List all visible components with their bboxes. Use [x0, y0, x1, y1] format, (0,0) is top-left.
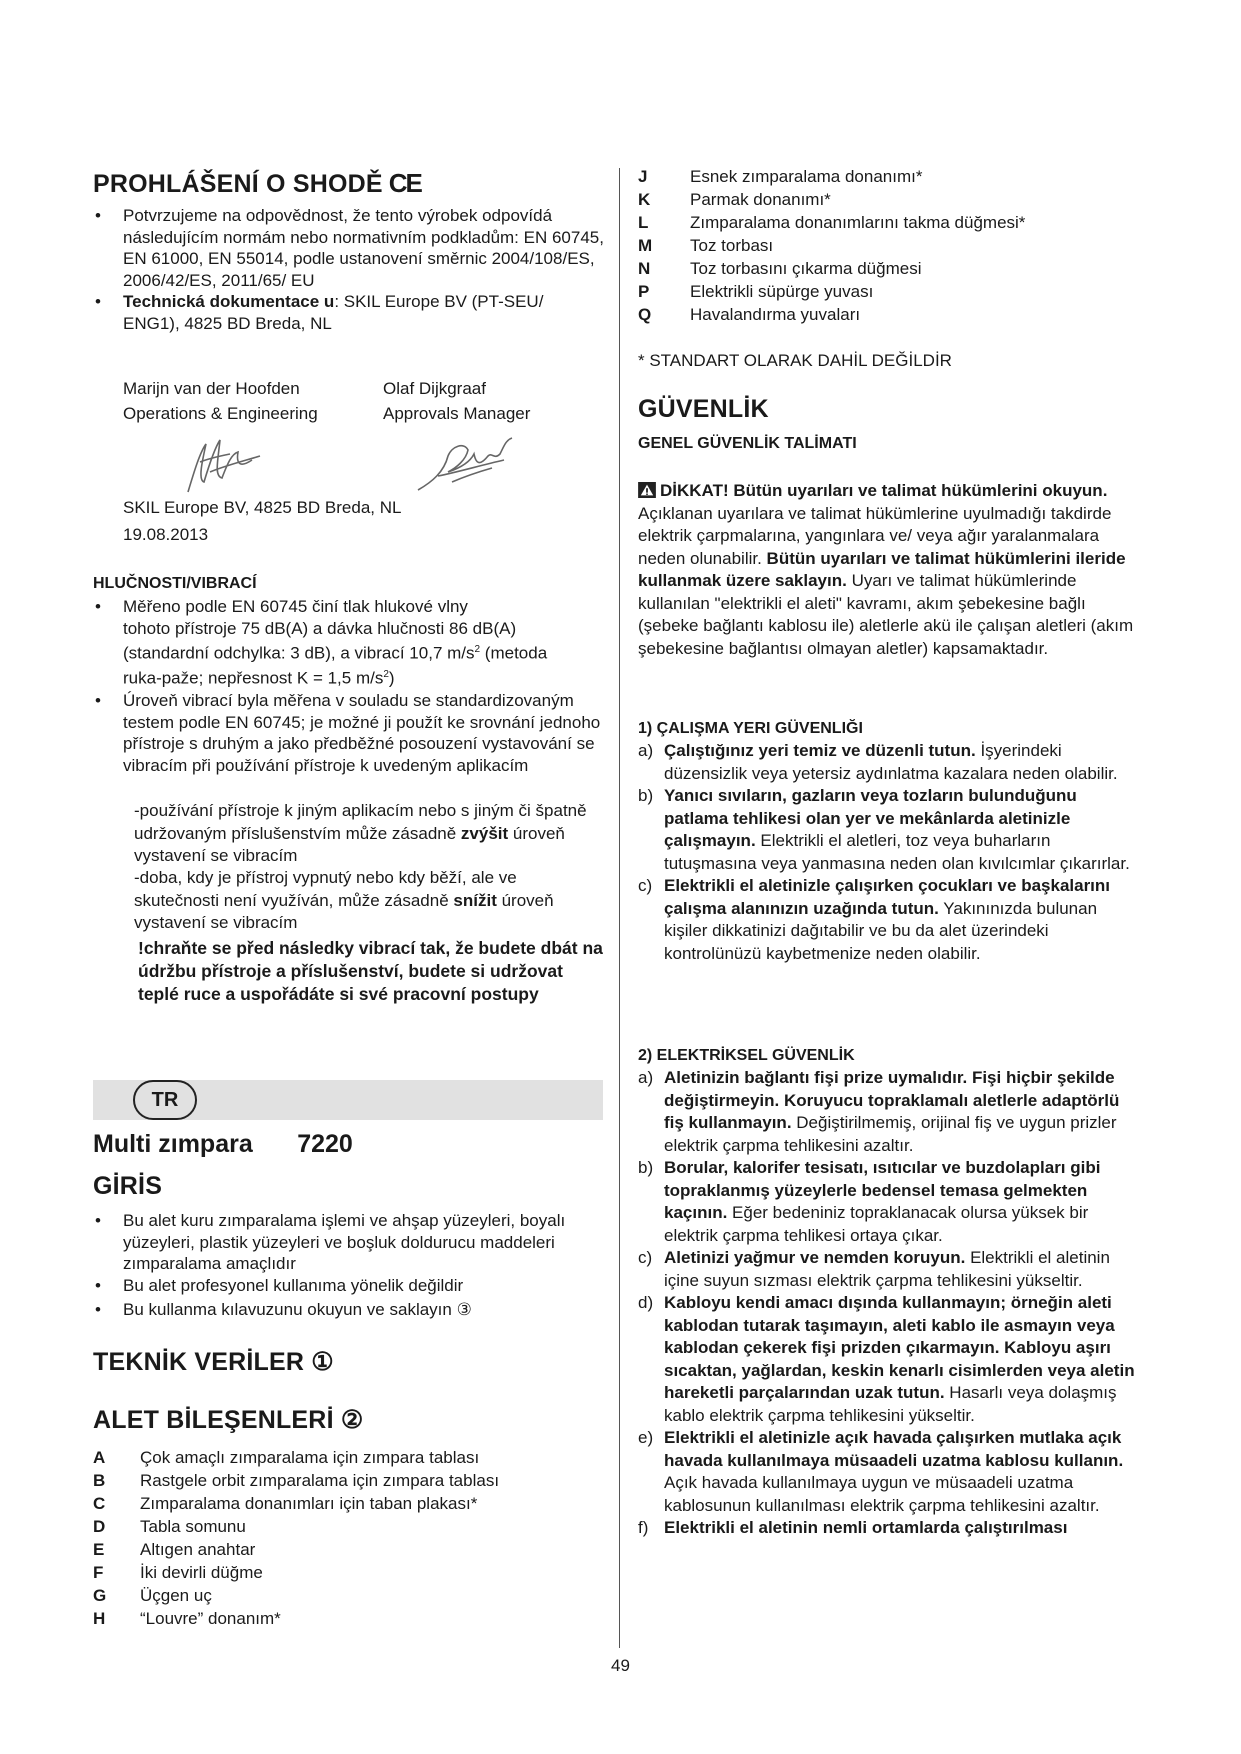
- safety-item: c) Elektrikli el aletinizle çalışırken çocukları ve başkalarını çalışma alanınızın uzağında tutun. Yakınınızda bulunan kişiler dikkatinizi dağıtabilir ve bu da alet üzerindeki kontrolünüzü kaybetmenize neden olabilir.: [638, 876, 1111, 963]
- safety-item: a) Çalıştığınız yeri temiz ve düzenli tutun. İşyerindeki düzensizlik veya yetersiz aydınlatma kazalara neden olabilir.: [638, 741, 1118, 783]
- safety-item: a) Aletinizin bağlantı fişi prize uymalıdır. Fişi hiçbir şekilde değiştirmeyin. Koruyucu topraklamalı aletlerle adaptörlü fiş kullanmayın. Değiştirilmemiş, orijinal fiş ve uygun prizler elektrik çarpma tehlikesini azaltır.: [638, 1068, 1120, 1155]
- warning-paragraph: DİKKAT! Bütün uyarıları ve talimat hükümlerini okuyun. Açıklanan uyarılara ve talimat hükümlerine uyulmadığı takdirde elektrik çarpmalarına, yangınlara ve/ veya ağır yaralanmalara neden olunabilir. Bütün uyarıları ve talimat hükümlerini ileride kullanmak üzere saklayın. Uyarı ve talimat hükümlerinde kullanılan "elektrikli el aleti" kavramı, akım şebekesine bağlı (şebeke bağlantı kablosu ile) aletlerle akü ile çalışan aletleri (akım şebekesine bağlantısı olmayan aletler) kapsamaktadır.: [638, 481, 1134, 658]
- signature-1-image: [180, 432, 270, 500]
- warning-triangle-icon: [638, 482, 656, 498]
- part-item: H “Louvre” donanım*: [93, 1609, 281, 1628]
- signer-1: [123, 378, 393, 424]
- safety-item: d) Kabloyu kendi amacı dışında kullanmayın; örneğin aleti kablodan tutarak taşımayın, aleti kablo ile asmayın veya kablodan çekerek fişi prizden çıkarmayın. Kabloyu aşırı sıcaktan, yağlardan, keskin kenarlı cisimlerden veya aletin hareketli parçalarından uzak tutun. Hasarlı veya dolaşmış kablo elektrik çarpma tehlikesini yükseltir.: [638, 1293, 1135, 1425]
- part-item: Q Havalandırma yuvaları: [638, 305, 861, 324]
- intro-list: [93, 1210, 608, 1321]
- page-number: 49: [611, 1656, 630, 1675]
- part-item: M Toz torbası: [638, 236, 774, 255]
- parts-title: ALET BİLEŞENLERİ ②: [93, 1406, 364, 1434]
- part-item: G Üçgen uç: [93, 1586, 212, 1605]
- tech-data-title: TEKNİK VERİLER ①: [93, 1348, 334, 1376]
- intro-bullet: • Bu alet kuru zımparalama işlemi ve ahşap yüzeyleri, boyalı yüzeyleri, plastik yüzeyleri ve boşluk doldurucu maddeleri zımparalama amaçlıdır: [93, 1210, 608, 1275]
- declaration-bullet: • Potvrzujeme na odpovědnost, že tento výrobek odpovídá následujícím normám nebo normativním podkladům: EN 60745, EN 61000, EN 55014, podle ustanovení směrnic 2004/108/ES, 2006/42/ES, 2011/65/ EU: [93, 205, 613, 291]
- noise-list: [93, 596, 613, 776]
- electrical-safety-list: [638, 1067, 1138, 1540]
- declaration-section: [93, 168, 613, 199]
- part-item: K Parmak donanımı*: [638, 190, 831, 209]
- intro-bullet: • Bu kullanma kılavuzunu okuyun ve saklayın ③: [93, 1299, 608, 1321]
- product-heading: [93, 1130, 353, 1159]
- part-item: N Toz torbasını çıkarma düğmesi: [638, 259, 922, 278]
- part-item: L Zımparalama donanımlarını takma düğmesi*: [638, 213, 1026, 232]
- noise-bullet: • Měřeno podle EN 60745 činí tlak hlukové vlny tohoto přístroje 75 dB(A) a dávka hlučnosti 86 dB(A) (standardní odchylka: 3 dB), a vibrací 10,7 $m/s^2$ (metoda ruka-paže; nepřesnost K = 1,5 $m/s^2$): [93, 596, 613, 689]
- ce-mark: CE: [388, 168, 421, 198]
- safety-item: c) Aletinizi yağmur ve nemden koruyun. Elektrikli el aletinin içine suyun sızması elektrik çarpma tehlikesini yükseltir.: [638, 1248, 1110, 1290]
- parts-list-right: [638, 165, 1138, 326]
- company-block: [123, 497, 603, 545]
- electrical-safety-title: 2) ELEKTRİKSEL GÜVENLİK: [638, 1047, 855, 1064]
- work-area-safety-title: 1) ÇALIŞMA YERI GÜVENLIĞI: [638, 720, 863, 737]
- intro-bullet: • Bu alet profesyonel kullanıma yönelik değildir: [93, 1275, 608, 1297]
- vibration-bullet: • Úroveň vibrací byla měřena v souladu se standardizovaným testem podle EN 60745; je možné ji použít ke srovnání jednoho přístroje s druhým a jako předběžné posouzení vystavování se vibracím při používání přístroje k uvedeným aplikacím: [93, 690, 613, 776]
- not-included-note: * STANDART OLARAK DAHİL DEĞİLDİR: [638, 351, 952, 370]
- signer-name: Marijn van der Hoofden: [123, 379, 300, 398]
- part-item: E Altıgen anahtar: [93, 1540, 256, 1559]
- column-divider: [619, 168, 620, 1648]
- work-area-safety-list: [638, 740, 1138, 965]
- safety-item: b) Borular, kalorifer tesisatı, ısıtıcılar ve buzdolapları gibi topraklanmış yüzeylerle bedensel temasa gelmekten kaçının. Eğer bedeniniz topraklanacak olursa yüksek bir elektrik çarpma tehlikesi ortaya çıkar.: [638, 1158, 1101, 1245]
- language-bar: [93, 1080, 603, 1120]
- product-number: 7220: [297, 1130, 353, 1158]
- noise-title: HLUČNOSTI/VIBRACÍ: [93, 575, 257, 592]
- signer-name: Olaf Dijkgraaf: [383, 379, 486, 398]
- signer-role: Approvals Manager: [383, 403, 531, 423]
- general-safety-title: GENEL GÜVENLİK TALİMATI: [638, 435, 857, 452]
- part-item: D Tabla somunu: [93, 1517, 246, 1536]
- part-item: F İki devirli düğme: [93, 1563, 263, 1582]
- declaration-date: 19.08.2013: [123, 524, 209, 544]
- part-item: B Rastgele orbit zımparalama için zımpara tablası: [93, 1471, 500, 1490]
- safety-item: e) Elektrikli el aletinizle açık havada çalışırken mutlaka açık havada kullanılmaya müsaadeli uzatma kablosu kullanın. Açık havada kullanılmaya uygun ve müsaadeli uzatma kablosunun kullanılması elektrik çarpma tehlikesini azaltır.: [638, 1428, 1124, 1515]
- safety-item: b) Yanıcı sıvıların, gazların veya tozların bulunduğunu patlama tehlikesi olan yer ve mekânlarda aletinizle çalışmayın. Elektrikli el aletleri, toz veya buharların tutuşmasına veya yanmasına neden olan kıvılcımlar çıkarırlar.: [638, 786, 1130, 873]
- signer-role: Operations & Engineering: [123, 403, 318, 423]
- part-item: J Esnek zımparalama donanımı*: [638, 167, 923, 186]
- part-item: P Elektrikli süpürge yuvası: [638, 282, 874, 301]
- tech-doc-bullet: • Technická dokumentace u: SKIL Europe BV (PT-SEU/ ENG1), 4825 BD Breda, NL: [93, 291, 613, 334]
- company-address: SKIL Europe BV, 4825 BD Breda, NL: [123, 498, 402, 517]
- signature-2-image: [408, 432, 518, 500]
- safety-title: GÜVENLİK: [638, 395, 769, 423]
- vibration-sub-1: -používání přístroje k jiným aplikacím nebo s jiným či špatně udržovaným příslušenstvím může zásadně zvýšit úroveň vystavení se vibracím: [134, 801, 587, 865]
- vibration-protect-note: !chraňte se před následky vibrací tak, že budete dbát na údržbu přístroje a příslušenství, budete si udržovat teplé ruce a uspořádáte si své pracovní postupy: [138, 938, 603, 1004]
- declaration-title: PROHLÁŠENÍ O SHODĚ CE: [93, 168, 421, 198]
- intro-title: GİRİS: [93, 1172, 163, 1200]
- parts-list-left: [93, 1446, 608, 1630]
- language-badge: TR: [133, 1080, 197, 1120]
- product-name: Multi zımpara: [93, 1130, 253, 1158]
- safety-item: f) Elektrikli el aletinin nemli ortamlarda çalıştırılması: [638, 1518, 1068, 1537]
- part-item: A Çok amaçlı zımparalama için zımpara tablası: [93, 1448, 480, 1467]
- signer-2: [383, 378, 613, 424]
- vibration-sub-2: -doba, kdy je přístroj vypnutý nebo kdy běží, ale ve skutečnosti není využíván, může zásadně snížit úroveň vystavení se vibracím: [134, 868, 554, 932]
- part-item: C Zımparalama donanımları için taban plakası*: [93, 1494, 478, 1513]
- declaration-list: [93, 205, 613, 334]
